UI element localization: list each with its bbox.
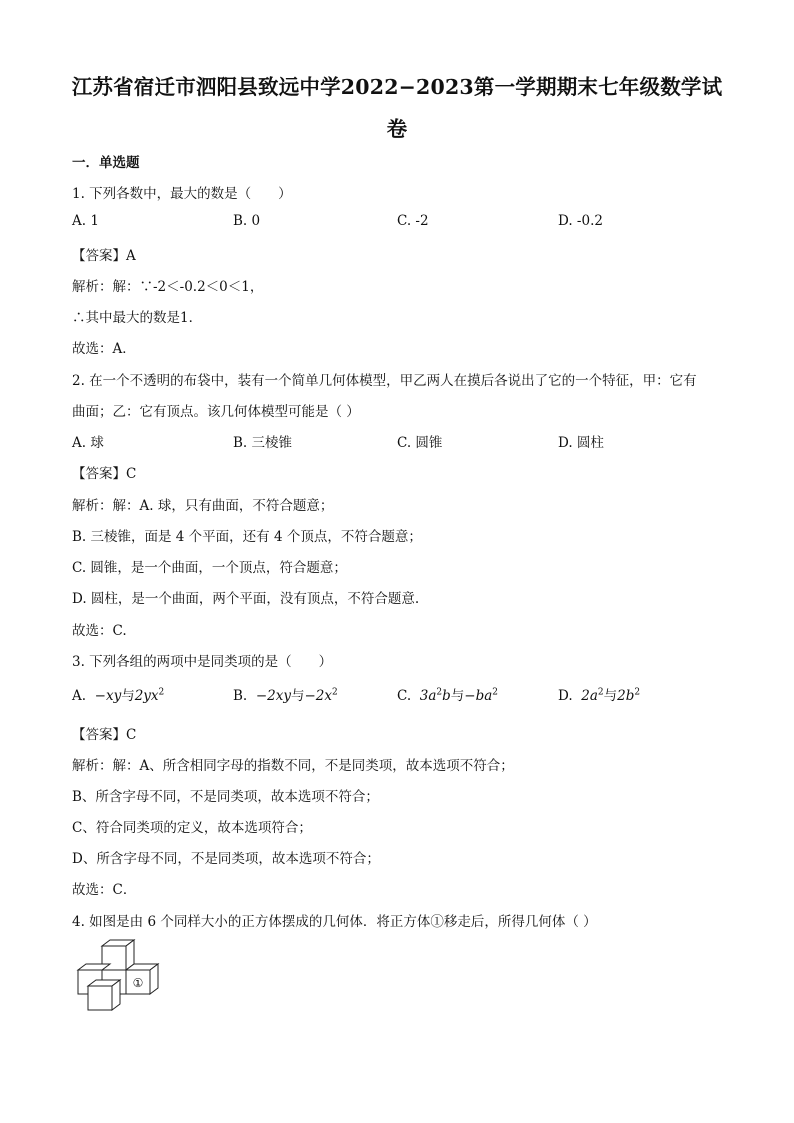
question-2-stem: 2. 在一个不透明的布袋中，装有一个简单几何体模型，甲乙两人在摸后各说出了它的一个特征，甲：它有 [72,373,697,389]
q2-analysis-line: D. 圆柱，是一个曲面，两个平面，没有顶点，不符合题意. [72,591,420,607]
cube-side-face [112,980,120,1010]
q3-analysis-line: 解析：解：A、所含相同字母的指数不同，不是同类项，故本选项不符合； [72,758,514,774]
q2-answer: 【答案】C [72,466,137,482]
option-conjunction: 与 [603,688,618,704]
q3-option-d [558,684,640,704]
math-term: b [442,688,451,704]
q2-option-d: D. 圆柱 [558,435,604,451]
exponent: 2 [634,687,641,698]
cube-front-face [88,986,112,1010]
math-term: 2b [617,688,635,704]
q1-analysis-line: ∴其中最大的数是1． [72,310,203,326]
exponent: 2 [158,687,165,698]
question-2-stem-continued: 曲面；乙：它有顶点。该几何体模型可能是（ ） [72,404,360,420]
exponent: 2 [597,687,604,698]
q3-analysis-line: 故选：C． [72,882,137,898]
exponent: 2 [436,687,443,698]
math-term: −2xy [255,688,291,704]
page-title: 江苏省宿迁市泗阳县致远中学2022−2023第一学期期末七年级数学试 [71,75,723,99]
math-term: 2a [581,688,598,704]
q3-answer: 【答案】C [72,727,137,743]
cube-stack-figure [74,938,166,1016]
math-term: −xy [94,688,122,704]
math-term: −2x [304,688,332,704]
option-label: B. [233,688,248,704]
q1-analysis-line: 故选：A． [72,341,136,357]
q2-option-a: A. 球 [72,435,104,451]
q1-option-a: A. 1 [72,213,99,229]
option-conjunction: 与 [290,688,305,704]
q2-analysis-line: C. 圆锥，是一个曲面，一个顶点，符合题意； [72,560,347,576]
exponent: 2 [331,687,338,698]
math-term: 3a [419,688,437,704]
question-1-stem: 1. 下列各数中，最大的数是（ ） [72,186,292,202]
q3-analysis-line: C、符合同类项的定义，故本选项符合； [72,820,312,836]
exponent: 2 [492,687,499,698]
option-label: A. [72,688,87,704]
question-3-stem: 3. 下列各组的两项中是同类项的是（ ） [72,654,333,670]
question-4-stem: 4. 如图是由 6 个同样大小的正方体摆成的几何体．将正方体①移走后，所得几何体（ ） [72,914,597,930]
option-conjunction: 与 [450,688,465,704]
q2-analysis-line: 解析：解：A. 球，只有曲面，不符合题意； [72,498,334,514]
cube-label: ① [132,976,144,990]
q3-option-a [72,684,164,704]
q3-analysis-line: D、所含字母不同，不是同类项，故本选项不符合； [72,851,380,867]
q3-option-b [233,684,338,704]
option-label: C. [397,688,412,704]
section-heading: 一．单选题 [72,155,140,171]
q2-option-c: C. 圆锥 [397,435,443,451]
page-title-continued: 卷 [386,117,408,141]
q1-option-c: C. -2 [397,213,429,229]
q2-option-b: B. 三棱锥 [233,435,293,451]
q1-option-b: B. 0 [233,213,261,229]
option-label: D. [558,688,573,704]
q3-analysis-line: B、所含字母不同，不是同类项，故本选项不符合； [72,789,379,805]
math-term: −ba [464,688,493,704]
option-conjunction: 与 [121,688,135,704]
q1-option-d: D. -0.2 [558,213,603,229]
q1-analysis-line: 解析：解：∵-2＜-0.2＜0＜1， [72,279,264,295]
q3-option-c [397,684,498,704]
q2-analysis-line: B. 三棱锥，面是 4 个平面，还有 4 个顶点，不符合题意； [72,529,422,545]
cube-side-face [150,964,158,994]
q1-answer: 【答案】A [72,248,136,264]
q2-analysis-line: 故选：C. [72,623,127,639]
math-term: 2yx [134,688,159,704]
